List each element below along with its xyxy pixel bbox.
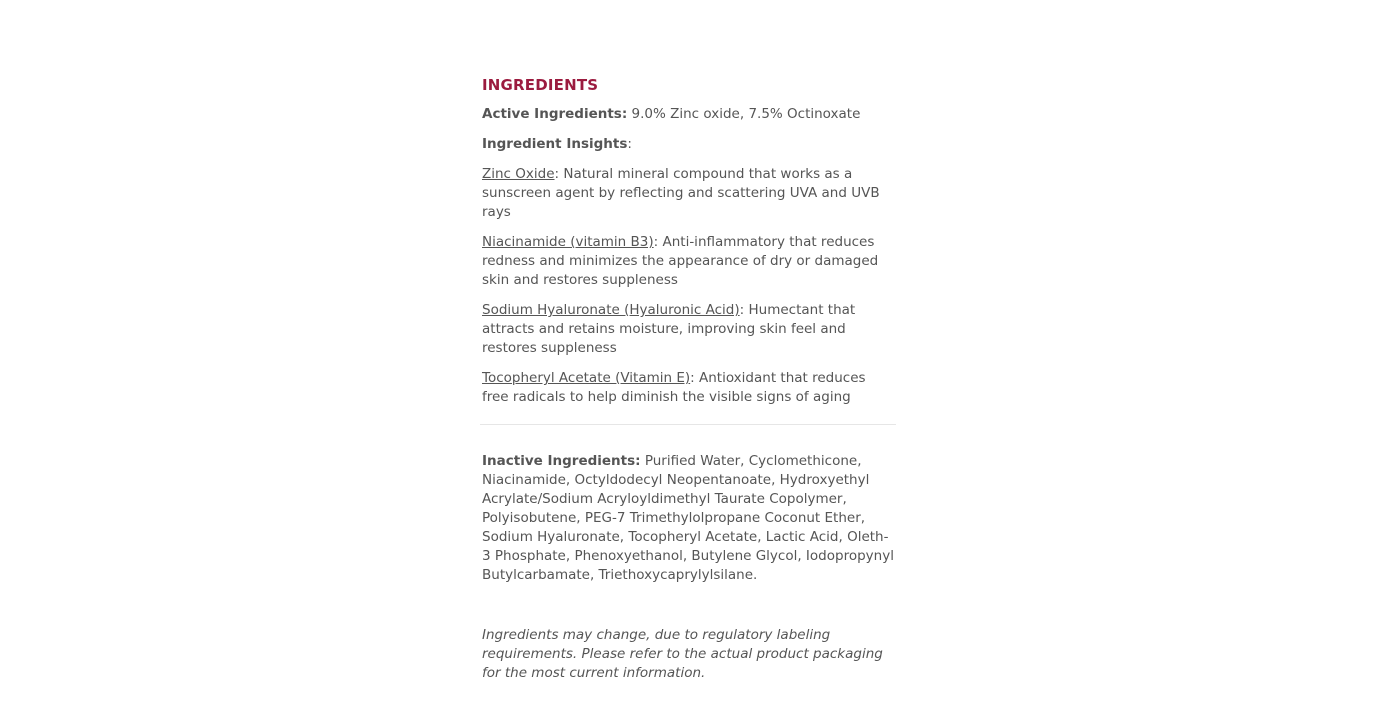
- insight-description: : Natural mineral compound that works as a sunscreen agent by reflecting and scattering UVA and UVB rays: [482, 166, 880, 220]
- insight-item-niacinamide: [482, 233, 896, 290]
- ingredients-section: [482, 74, 896, 694]
- section-divider: [480, 424, 896, 425]
- insight-item-zinc-oxide: [482, 165, 896, 222]
- inactive-ingredients-label: Inactive Ingredients:: [482, 453, 641, 469]
- insight-item-tocopheryl-acetate: [482, 369, 896, 407]
- active-ingredients-value: 9.0% Zinc oxide, 7.5% Octinoxate: [627, 106, 861, 122]
- insight-item-sodium-hyaluronate: [482, 301, 896, 358]
- insight-link-niacinamide[interactable]: Niacinamide (vitamin B3): [482, 234, 654, 250]
- insight-description: : Antioxidant that reduces free radicals to help diminish the visible signs of aging: [482, 370, 866, 405]
- insight-link-sodium-hyaluronate[interactable]: Sodium Hyaluronate (Hyaluronic Acid): [482, 302, 740, 318]
- ingredient-insights-colon: :: [627, 136, 632, 152]
- active-ingredients-label: Active Ingredients:: [482, 106, 628, 122]
- ingredient-insights-title: [482, 135, 896, 154]
- ingredient-insights-label: Ingredient Insights: [482, 136, 628, 152]
- inactive-ingredients-value: Purified Water, Cyclomethicone, Niacinamide, Octyldodecyl Neopentanoate, Hydroxyethyl Acrylate/Sodium Acryloyldimethyl Taurate Copolymer, Polyisobutene, PEG-7 Trimethylolpropane Coconut Ether, Sodium Hyaluronate, Tocopheryl Acetate, Lactic Acid, Oleth-3 Phosphate, Phenoxyethanol, Butylene Glycol, Iodopropynyl Butylcarbamate, Triethoxycaprylylsilane.: [482, 453, 894, 583]
- disclaimer-note: Ingredients may change, due to regulatory labeling requirements. Please refer to the actual product packaging for the most current information.: [482, 627, 883, 681]
- insight-description: : Anti-inflammatory that reduces redness and minimizes the appearance of dry or damaged skin and restores suppleness: [482, 234, 879, 288]
- insight-link-tocopheryl-acetate[interactable]: Tocopheryl Acetate (Vitamin E): [482, 370, 691, 386]
- section-heading: INGREDIENTS: [482, 76, 599, 94]
- insight-link-zinc-oxide[interactable]: Zinc Oxide: [482, 166, 555, 182]
- insight-description: : Humectant that attracts and retains moisture, improving skin feel and restores suppleness: [482, 302, 856, 356]
- inactive-ingredients: [482, 452, 896, 585]
- active-ingredients: [482, 105, 896, 124]
